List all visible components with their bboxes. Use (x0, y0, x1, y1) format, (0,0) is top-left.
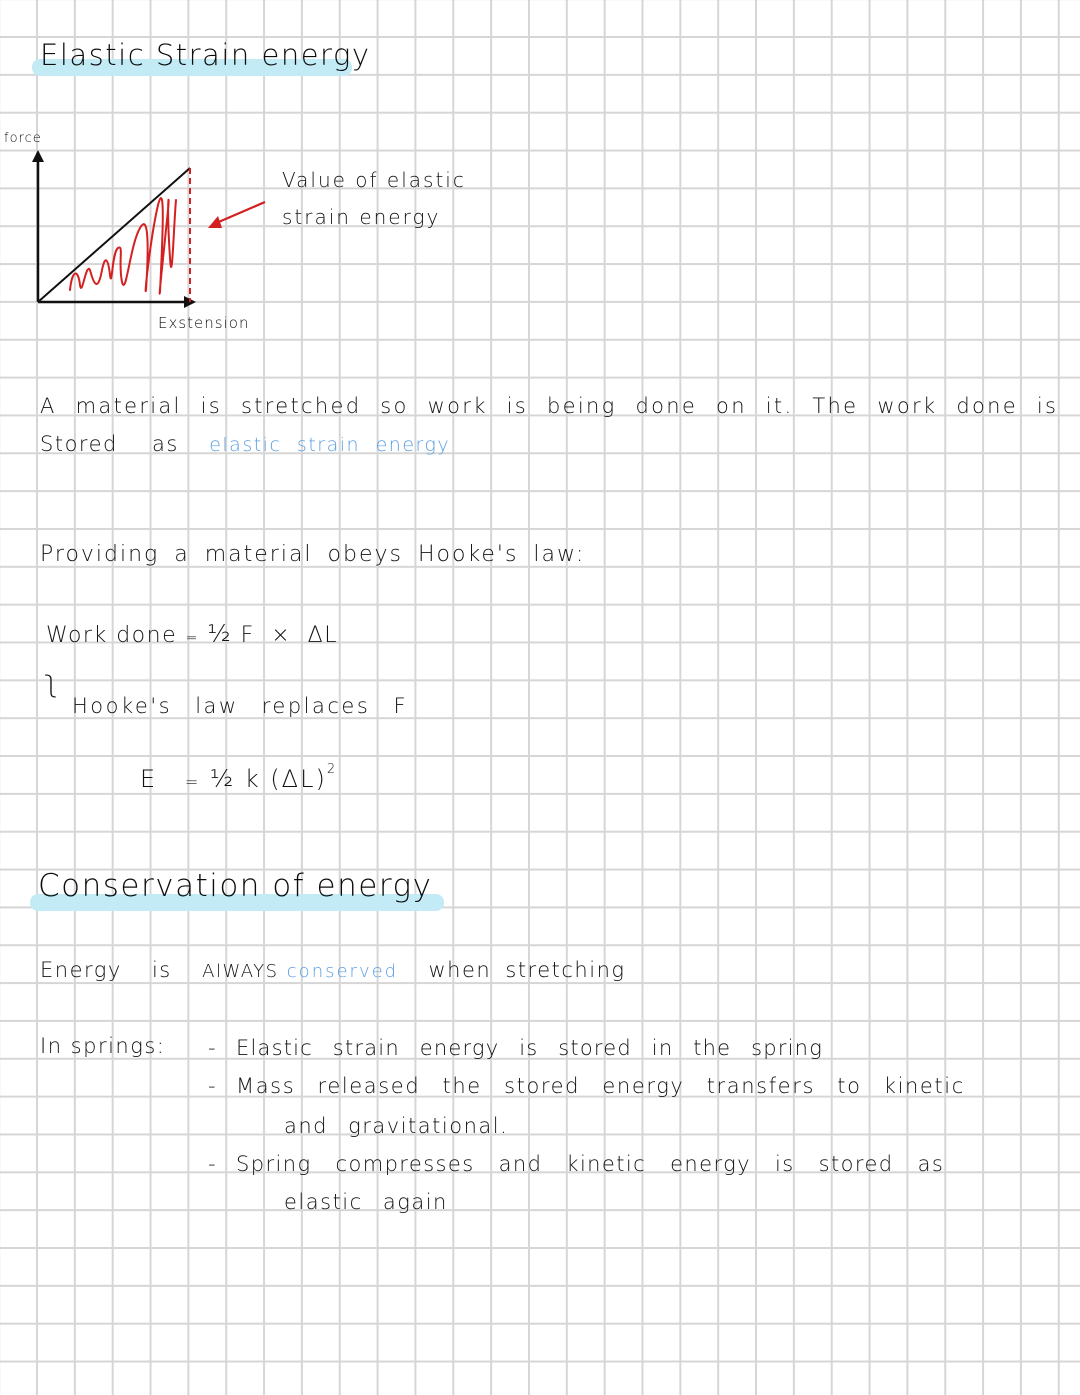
statement-suffix: when stretching (428, 958, 626, 982)
statement-prefix: Energy is (40, 958, 172, 982)
paragraph-line2 (40, 432, 450, 456)
formula1-half: ½ (207, 620, 233, 648)
formula-work-done (46, 620, 338, 648)
paragraph-line1: A material is stretched so work is being done on it. The work done is (40, 394, 1059, 418)
conservation-statement (40, 958, 625, 982)
paragraph-line2-prefix: Stored as (40, 432, 179, 456)
bullet-dash-1: - (208, 1036, 217, 1060)
graph-annotation-line1: Value of elastic (282, 168, 466, 192)
bullet-2-line1: Mass released the stored energy transfers to kinetic (236, 1074, 965, 1098)
graph-x-axis-label: Exstension (158, 314, 250, 332)
formula1-rhs: F × ΔL (240, 623, 338, 648)
formula2-equals: = (184, 772, 201, 791)
formula2-half: ½ (209, 765, 236, 793)
keyword-elastic-strain-energy: elastic strain energy (209, 434, 451, 456)
formula2-exponent: 2 (326, 762, 338, 777)
formula2-rhs: k (ΔL) (244, 765, 327, 793)
bullet-3-line2: elastic again (284, 1190, 448, 1214)
bullet-1-line1: Elastic strain energy is stored in the spring (236, 1036, 823, 1060)
formula2-lhs: E (140, 765, 158, 793)
bullet-2-line2: and gravitational. (284, 1114, 509, 1138)
graph-annotation-line2: strain energy (282, 205, 441, 229)
bullet-3-line1: Spring compresses and kinetic energy is stored as (236, 1152, 945, 1176)
step-marker-icon: ʅ (44, 664, 59, 699)
hooke-law-intro: Providing a material obeys Hooke's law: (40, 542, 586, 567)
keyword-conserved: conserved (286, 961, 399, 982)
formula1-equals: = (185, 630, 199, 646)
section-title-elastic-strain-energy: Elastic Strain energy (40, 38, 371, 72)
bullet-dash-2: - (208, 1074, 217, 1098)
formula-elastic-energy (140, 762, 337, 793)
springs-label: In springs: (40, 1034, 166, 1058)
bullet-dash-3: - (208, 1152, 217, 1176)
graph-y-axis-label: force (4, 131, 42, 146)
step-hooke-replaces-f: Hooke's law replaces F (72, 694, 409, 718)
statement-always: AlWAYS (202, 961, 279, 982)
formula1-lhs: Work done (46, 623, 178, 648)
section-title-conservation-of-energy: Conservation of energy (38, 868, 433, 904)
